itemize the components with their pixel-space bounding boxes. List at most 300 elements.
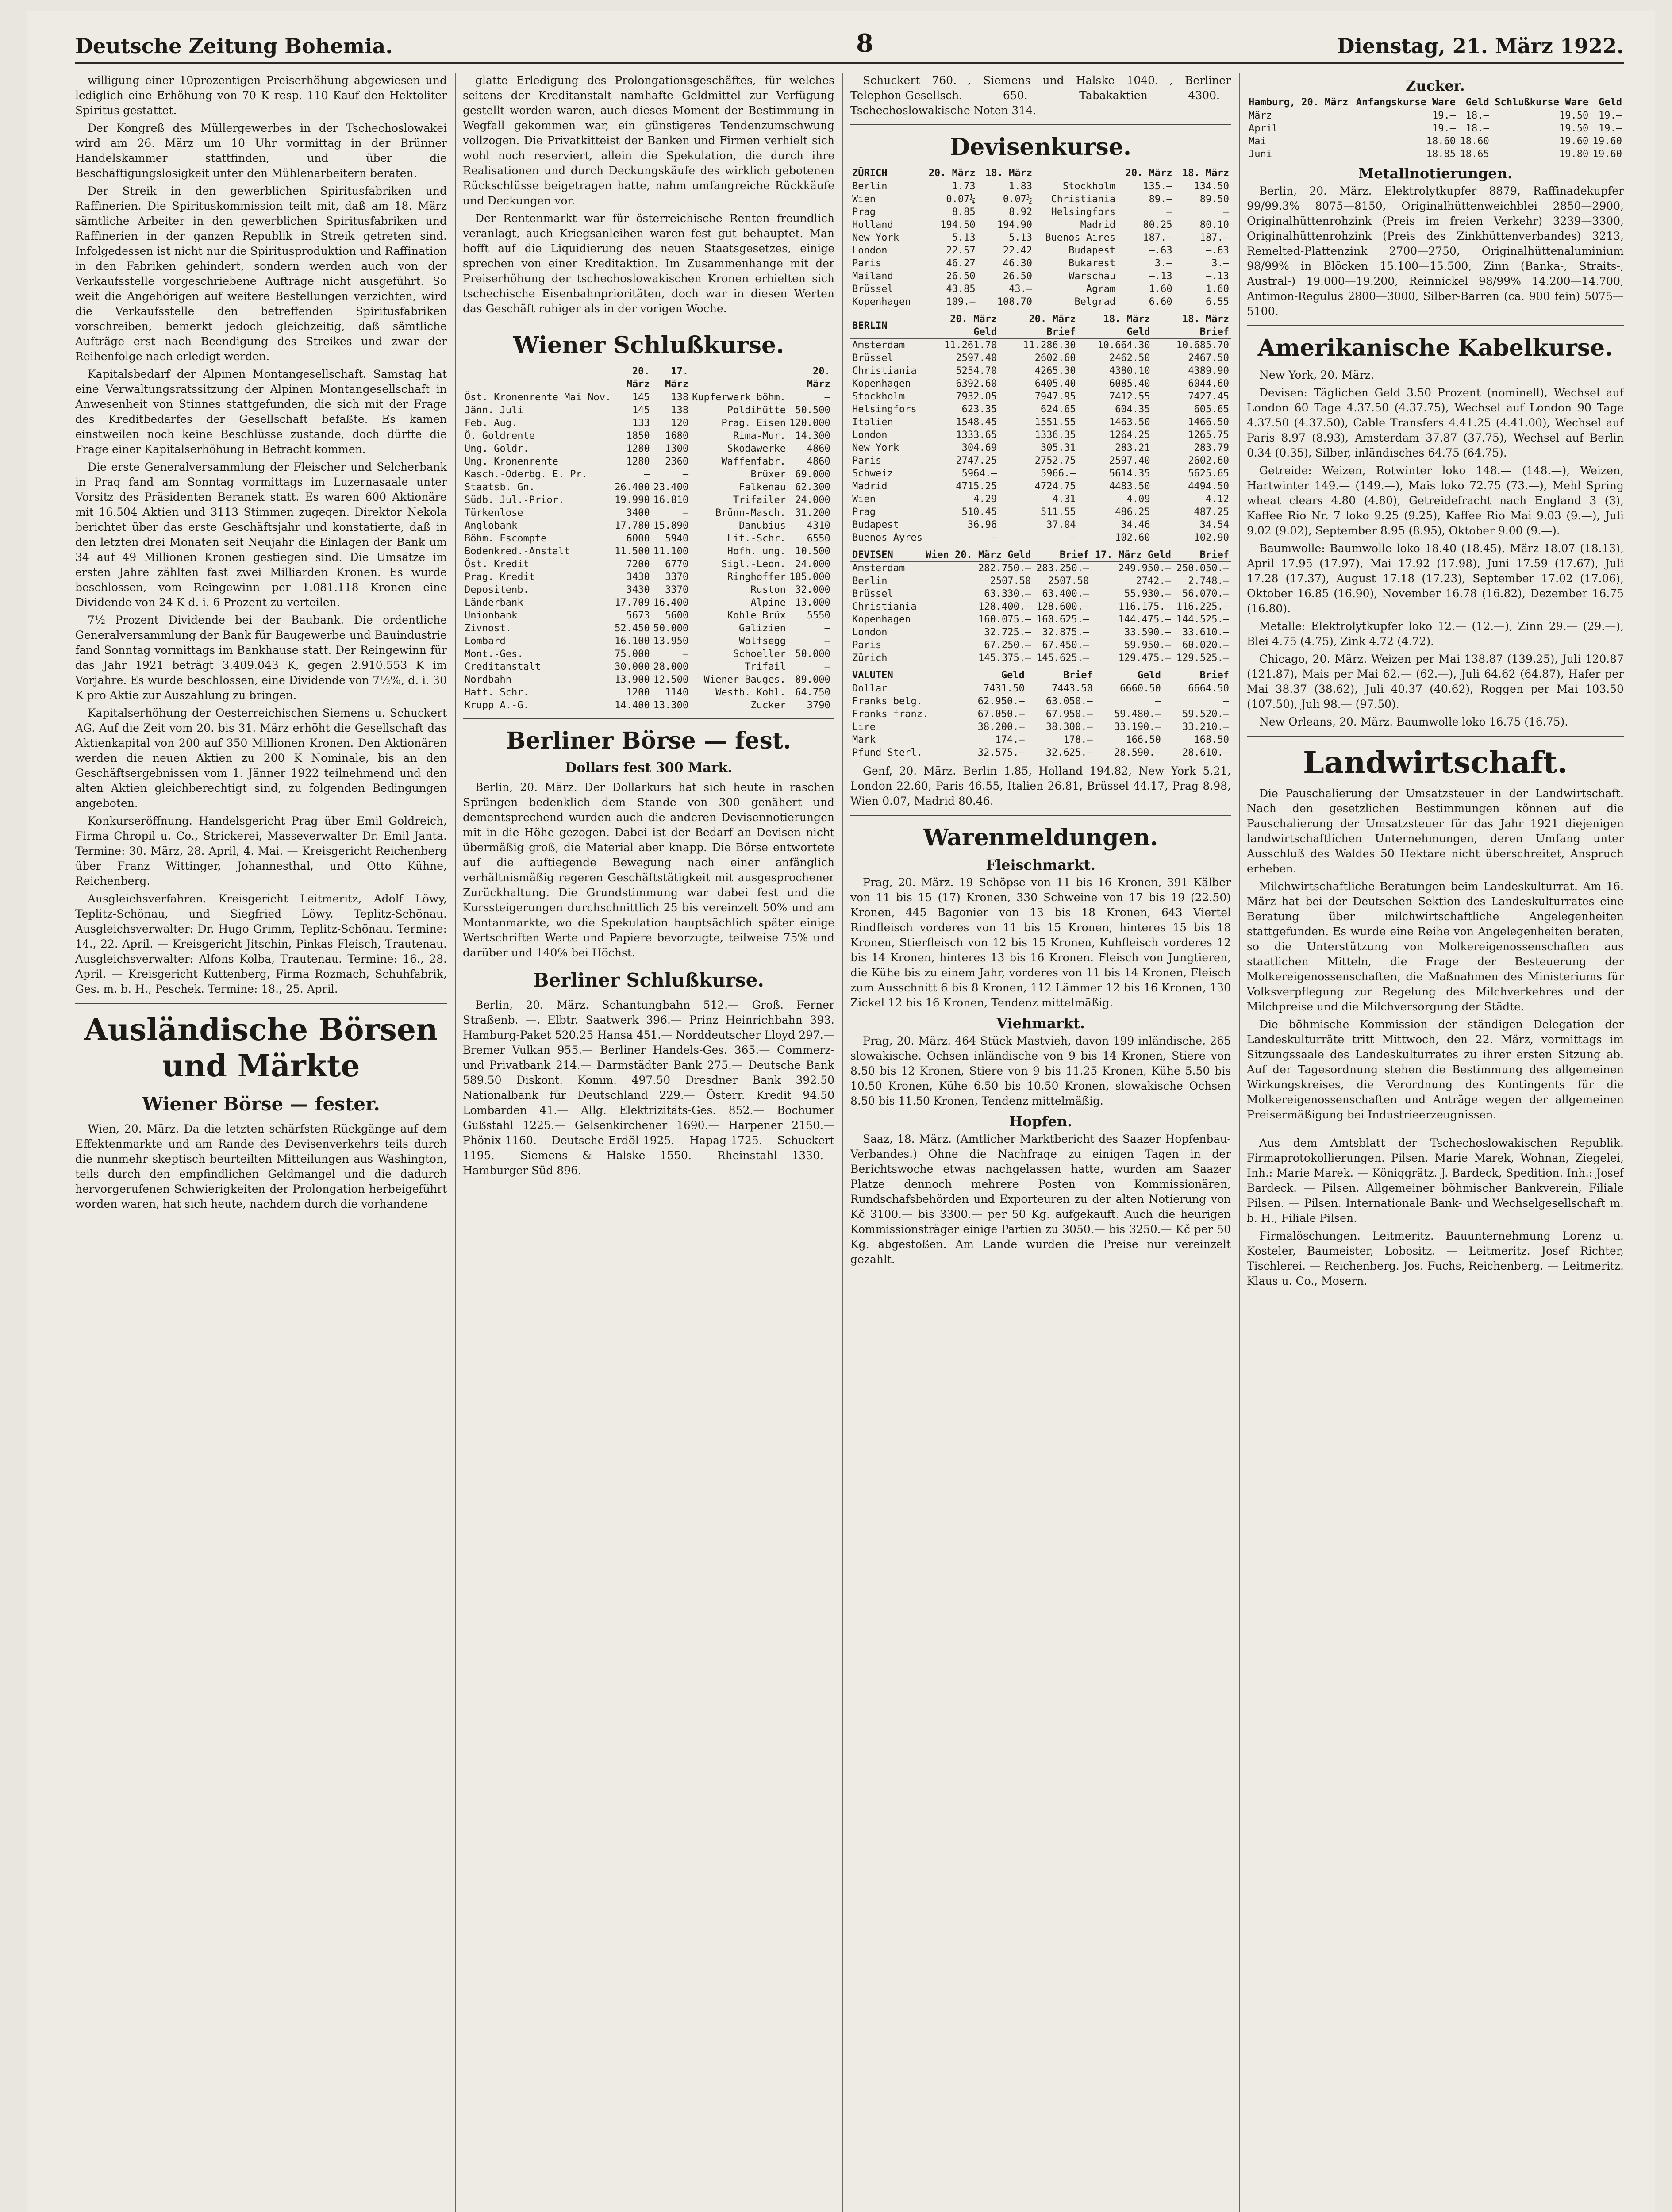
table-cell: Christiania bbox=[1051, 194, 1116, 205]
table-header-cell: VALUTEN bbox=[850, 669, 958, 682]
table-cell: 50.000 bbox=[653, 623, 689, 634]
table-row bbox=[850, 390, 1231, 403]
table-cell: Südb. Jul.-Prior. bbox=[465, 495, 565, 506]
table-cell bbox=[832, 519, 834, 532]
subheading-american-cables: Amerikanische Kabelkurse. bbox=[1257, 334, 1613, 361]
article-vienna-continued: glatte Erledigung des Prolongationsgeschäftes, für welches seitens der Kreditanstalt namhafte Geldmittel zur Verfügung gestellt worden waren, auch dieses Moment der Bestimmung in Wegfall gekommen war, ein günstigeres Tendenzumschwung vollzogen. Die Privatkitteist der Banken und Firmen verhielt sich wohl noch reserviert, allein die Spekulation, die durch ihre Realisationen und durch Deckungskäufe des wirklich gebotenen Rückschlüsse beigetragen hatte, nahm umfangreiche Rückkäufe und Deckungen vor. bbox=[463, 74, 834, 207]
table-cell: 3790 bbox=[807, 700, 830, 711]
table-cell: London bbox=[852, 430, 888, 441]
table-header-cell: 20. März Brief bbox=[999, 313, 1077, 339]
table-cell: Krupp A.-G. bbox=[465, 700, 529, 711]
table-cell: 6085.40 bbox=[1109, 378, 1150, 389]
table-cell: 67.450.— bbox=[1042, 640, 1089, 651]
table-row bbox=[850, 365, 1231, 377]
table-cell: 19.50 bbox=[1559, 123, 1589, 134]
table-cell: Prag. Kredit bbox=[465, 572, 535, 583]
table-row bbox=[850, 613, 1231, 626]
table-cell: 19.— bbox=[1599, 123, 1622, 134]
article-ny-dateline: New York, 20. März. bbox=[1259, 369, 1374, 381]
table-cell: 144.525.— bbox=[1176, 614, 1229, 625]
subheading-vienna-closing: Wiener Schlußkurse. bbox=[513, 332, 784, 359]
table-cell: Wien bbox=[852, 494, 876, 505]
article-millers-congress: Der Kongreß des Müllergewerbes in der Tschechoslowakei wird am 26. März um 10 Uhr vormittag in der Brünner Handelskammer stattfinden, und über die Beschäftigungslosigkeit unter den Mühlenarbeitern beraten. bbox=[75, 122, 447, 180]
table-cell: 6044.60 bbox=[1188, 378, 1229, 389]
table-cell: 4265.30 bbox=[1034, 365, 1076, 376]
table-row bbox=[463, 468, 834, 481]
table-cell: 14.400 bbox=[615, 700, 650, 711]
table-header-cell: 20. März bbox=[788, 365, 832, 391]
table-cell: — bbox=[682, 649, 689, 660]
table-cell: 6550 bbox=[807, 533, 830, 544]
berlin-rates-table bbox=[850, 313, 1231, 544]
table-cell: 63.400.— bbox=[1042, 588, 1089, 599]
table-cell: 13.950 bbox=[653, 636, 689, 647]
table-cell: —.13 bbox=[1206, 271, 1229, 282]
table-cell: Belgrad bbox=[1074, 296, 1116, 307]
table-header-cell: Brief bbox=[1033, 549, 1091, 562]
table-cell: 43.— bbox=[1009, 284, 1033, 295]
table-cell: 187.— bbox=[1143, 232, 1172, 243]
table-cell: 1336.35 bbox=[1034, 430, 1076, 441]
table-row bbox=[850, 708, 1231, 721]
table-cell: 7932.05 bbox=[956, 391, 997, 402]
table-cell: — bbox=[1155, 696, 1161, 707]
table-cell: 2597.40 bbox=[956, 353, 997, 364]
table-cell: 43.85 bbox=[946, 284, 976, 295]
table-row bbox=[463, 545, 834, 558]
table-cell: Pfund Sterl. bbox=[852, 747, 922, 758]
table-cell: 11.100 bbox=[653, 546, 689, 557]
table-cell: 5966.— bbox=[1040, 468, 1076, 479]
table-cell: 19.— bbox=[1432, 110, 1456, 121]
table-header-cell: Brief bbox=[1173, 549, 1231, 562]
subheading-sugar: Zucker. bbox=[1406, 77, 1465, 94]
table-cell: 250.050.— bbox=[1176, 563, 1229, 574]
table-header-cell: 18. März bbox=[977, 167, 1034, 180]
table-cell: Kasch.-Oderbg. E. Pr. bbox=[465, 469, 588, 480]
table-cell: Helsingfors bbox=[852, 404, 917, 415]
table-cell: 138 bbox=[671, 405, 689, 416]
table-cell: 19.60 bbox=[1592, 149, 1622, 160]
table-row bbox=[850, 339, 1231, 352]
table-row bbox=[463, 699, 834, 712]
table-cell: 5940 bbox=[665, 533, 689, 544]
table-cell: 60.020.— bbox=[1182, 640, 1229, 651]
table-cell: 2467.50 bbox=[1188, 353, 1229, 364]
table-header-cell: 20. März bbox=[1117, 167, 1174, 180]
sugar-table bbox=[1247, 96, 1624, 161]
table-cell: Bodenkred.-Anstalt bbox=[465, 546, 570, 557]
table-row bbox=[850, 416, 1231, 429]
table-cell: 37.04 bbox=[1046, 519, 1076, 530]
table-cell: 17.709 bbox=[615, 597, 650, 608]
table-cell: 23.400 bbox=[653, 482, 689, 493]
table-cell: 1.73 bbox=[952, 181, 976, 192]
table-cell: 5673 bbox=[626, 610, 650, 621]
article-new-orleans: New Orleans, 20. März. Baumwolle loko 16.75 (16.75). bbox=[1259, 715, 1568, 728]
table-header-cell: Geld bbox=[1095, 669, 1163, 682]
page-number: 8 bbox=[856, 29, 873, 58]
table-cell: — bbox=[824, 661, 830, 672]
column-1 bbox=[75, 73, 447, 2212]
table-row bbox=[463, 519, 834, 532]
table-row bbox=[850, 506, 1231, 518]
table-cell: Öst. Kredit bbox=[465, 559, 529, 570]
table-cell: 305.31 bbox=[1040, 442, 1076, 453]
table-cell: 624.65 bbox=[1040, 404, 1076, 415]
table-cell: 3370 bbox=[665, 572, 689, 583]
subheading-metals: Metallnotierungen. bbox=[1358, 165, 1513, 182]
table-cell: 145 bbox=[632, 405, 650, 416]
table-cell: April bbox=[1249, 123, 1278, 134]
table-cell: 5550 bbox=[807, 610, 830, 621]
table-cell: 32.575.— bbox=[977, 747, 1025, 758]
table-cell: Depositenb. bbox=[465, 584, 529, 595]
column-4 bbox=[1247, 73, 1624, 2212]
table-cell: — bbox=[1070, 532, 1076, 543]
vienna-closing-table bbox=[463, 365, 834, 712]
table-cell: London bbox=[852, 245, 888, 256]
table-row bbox=[463, 635, 834, 648]
table-cell: 26.50 bbox=[1003, 271, 1033, 282]
table-cell: 19.50 bbox=[1559, 110, 1589, 121]
table-cell bbox=[832, 699, 834, 712]
table-cell: Feb. Aug. bbox=[465, 418, 518, 429]
table-cell: Hatt. Schr. bbox=[465, 687, 529, 698]
table-cell: Zucker bbox=[750, 700, 786, 711]
article-dairy-meeting: Milchwirtschaftliche Beratungen beim Landeskulturrat. Am 16. März hat bei der Deutschen Sektion des Landeskulturrates eine Beratung über milchwirtschaftliche Angelegenheiten stattgefunden. Es wurde eine Reihe von Angelegenheiten beraten, so die Unterstützung von Molkereigenossenschaften aus staatlichen Mitteln, die Frage der Besteuerung der Molkereigenossenschaften, die Maßnahmen des Ministeriums für Volksverpflegung zur Regelung des Milchverkehres und der Milchpreise und die Milchversorgung der Städte. bbox=[1247, 880, 1624, 1013]
table-cell: Öst. Kronenrente Mai Nov. bbox=[465, 392, 611, 403]
table-row bbox=[850, 193, 1231, 206]
table-row bbox=[850, 283, 1231, 296]
table-header-cell: Schlußkurse Ware bbox=[1491, 96, 1590, 109]
article-ny-cotton: Baumwolle: Baumwolle loko 18.40 (18.45), März 18.07 (18.13), April 17.95 (17.97), Mai 17.92 (17.98), Juni 17.59 (17.67), Juli 17.28 (17.37), August 17.18 (17.23), September 17.02 (17.06), Oktober 16.85 (16.90), November 16.78 (16.82), Dezember 16.75 (16.80). bbox=[1247, 542, 1624, 615]
table-cell: Amsterdam bbox=[852, 563, 905, 574]
table-cell: 19.80 bbox=[1559, 149, 1589, 160]
table-cell: Bukarest bbox=[1069, 258, 1116, 269]
table-cell bbox=[832, 686, 834, 699]
table-cell: Ruston bbox=[750, 584, 786, 595]
table-cell: 80.25 bbox=[1143, 219, 1172, 230]
table-row bbox=[850, 180, 1231, 193]
table-cell: 1280 bbox=[626, 443, 650, 454]
table-cell: 4724.75 bbox=[1034, 481, 1076, 492]
subheading-berlin-closing: Berliner Schlußkurse. bbox=[533, 969, 764, 991]
table-cell: 129.475.— bbox=[1118, 653, 1171, 664]
table-cell: 4.12 bbox=[1206, 494, 1229, 505]
table-cell: 10.685.70 bbox=[1176, 340, 1229, 351]
table-cell: 282.750.— bbox=[978, 563, 1031, 574]
article-rentenmarkt: Der Rentenmarkt war für österreichische Renten freundlich veranlagt, auch Kriegsanleihen waren fest gut behauptet. Man hofft auf die Liquidierung des neuen Staatsgesetzes, einige sprechen von einer Kreditaktion. Im Zusammenhange mit der Preiserhöhung der tschechoslowakischen Kronen erhielten sich tschechische Eisenbahnprioritäten, doch war in diesen Werten das Geschäft ruhiger als in der vorigen Woche. bbox=[463, 212, 834, 315]
table-cell: 4860 bbox=[807, 456, 830, 467]
table-cell: 1466.50 bbox=[1188, 417, 1229, 428]
table-cell: Brüssel bbox=[852, 284, 893, 295]
table-cell: Stockholm bbox=[1062, 181, 1116, 192]
table-row bbox=[850, 575, 1231, 588]
table-cell: Brüssel bbox=[852, 353, 893, 364]
table-header-cell: 18. März bbox=[1174, 167, 1231, 180]
table-cell: Prag bbox=[852, 507, 876, 518]
table-cell: Kupferwerk böhm. bbox=[692, 392, 786, 403]
article-ny-metals: Metalle: Elektrolytkupfer loko 12.— (12.—), Zinn 29.— (29.—), Blei 4.75 (4.75), Zink 4.72 (4.72). bbox=[1247, 620, 1624, 648]
table-cell: 24.000 bbox=[795, 495, 830, 506]
table-cell: 2462.50 bbox=[1109, 353, 1150, 364]
table-cell: 18.— bbox=[1465, 123, 1489, 134]
table-cell: 10.664.30 bbox=[1097, 340, 1150, 351]
table-cell: — bbox=[824, 623, 830, 634]
table-cell: 17.780 bbox=[615, 520, 650, 531]
table-cell: 4483.50 bbox=[1109, 481, 1150, 492]
table-row bbox=[850, 652, 1231, 664]
table-cell: 38.200.— bbox=[977, 722, 1025, 733]
table-cell: 63.050.— bbox=[1045, 696, 1093, 707]
table-cell bbox=[832, 494, 834, 507]
table-cell: 5600 bbox=[665, 610, 689, 621]
table-cell: 5.13 bbox=[952, 232, 976, 243]
table-cell: 22.57 bbox=[946, 245, 976, 256]
table-cell: 7427.45 bbox=[1188, 391, 1229, 402]
table-cell: Staatsb. Gn. bbox=[465, 482, 535, 493]
table-row bbox=[1247, 109, 1624, 123]
table-cell: — bbox=[644, 469, 650, 480]
table-cell: Juni bbox=[1249, 149, 1272, 160]
article-ny-grain: Getreide: Weizen, Rotwinter loko 148.— (148.—), Weizen, Hartwinter 149.— (149.—), Mais loko 72.75 (73.—), Mehl Spring wheat clears 4.80 (4.80), Getreidefracht nach England 3 (3), Kaffee Rio Nr. 7 loko 9.25 (9.25), Kaffee Rio Mai 9.03 (9.—), Juli 9.02 (9.02), September 8.95 (8.95), Oktober 9.00 (9.—). bbox=[1247, 464, 1624, 537]
table-cell: 18.60 bbox=[1426, 136, 1456, 147]
table-cell: Türkenlose bbox=[465, 507, 523, 518]
table-cell: Lit.-Schr. bbox=[727, 533, 786, 544]
article-settlement: Ausgleichsverfahren. Kreisgericht Leitmeritz, Adolf Löwy, Teplitz-Schönau, und Siegfried Löwy, Teplitz-Schönau. Ausgleichsverwalter: Dr. Hugo Grimm, Teplitz-Schönau. Termine: 14., 22. April. — Kreisgericht Jitschin, Pinkas Fleisch, Trautenau. Ausgleichsverwalter: Alfons Kolba, Trautenau. Termine: 16., 28. April. — Kreisgericht Kuttenberg, Firma Rozmach, Schuhfabrik, Ges. m. b. H., Peschek. Termine: 18., 25. April. bbox=[75, 892, 447, 995]
table-cell: 4310 bbox=[807, 520, 830, 531]
table-cell: Paris bbox=[852, 640, 882, 651]
table-cell bbox=[832, 584, 834, 596]
table-cell: 63.330.— bbox=[984, 588, 1031, 599]
article-berlin-tail: Schuckert 760.—, Siemens und Halske 1040.—, Berliner Telephon-Gesellsch. 650.— Tabakaktien 4300.— Tschechoslowakische Noten 314.— bbox=[850, 74, 1231, 117]
table-header-cell: Geld bbox=[1457, 96, 1491, 109]
table-cell: 1850 bbox=[626, 430, 650, 442]
table-cell: 10.500 bbox=[795, 546, 830, 557]
table-cell: 166.50 bbox=[1126, 734, 1161, 745]
table-cell: Mailand bbox=[852, 271, 893, 282]
table-cell: 50.000 bbox=[795, 649, 830, 660]
table-header-cell: DEVISEN bbox=[850, 549, 920, 562]
table-cell: 1140 bbox=[665, 687, 689, 698]
table-cell: 11.261.70 bbox=[944, 340, 997, 351]
table-cell: 26.400 bbox=[615, 482, 650, 493]
table-cell: 1265.75 bbox=[1188, 430, 1229, 441]
table-cell: 4380.10 bbox=[1109, 365, 1150, 376]
table-cell: 7431.50 bbox=[983, 683, 1025, 694]
table-cell: 62.300 bbox=[795, 482, 830, 493]
table-row bbox=[463, 455, 834, 468]
table-cell: 36.96 bbox=[967, 519, 997, 530]
table-cell: London bbox=[852, 627, 888, 638]
table-cell: — bbox=[682, 507, 689, 518]
table-row bbox=[850, 480, 1231, 493]
table-cell: — bbox=[824, 392, 830, 403]
column-rule bbox=[842, 73, 843, 2212]
table-row bbox=[463, 430, 834, 442]
newspaper-page bbox=[27, 11, 1655, 2212]
table-row bbox=[850, 639, 1231, 652]
table-cell: 59.480.— bbox=[1114, 709, 1161, 720]
table-row bbox=[463, 661, 834, 673]
table-cell: 16.100 bbox=[615, 636, 650, 647]
table-cell: New York bbox=[852, 232, 899, 243]
table-cell: 5964.— bbox=[961, 468, 997, 479]
table-cell: 1.60 bbox=[1206, 284, 1229, 295]
table-cell: 187.— bbox=[1199, 232, 1229, 243]
table-cell: 33.590.— bbox=[1124, 627, 1171, 638]
table-cell: 3370 bbox=[665, 584, 689, 595]
table-cell: 55.930.— bbox=[1124, 588, 1171, 599]
table-cell: 178.— bbox=[1063, 734, 1093, 745]
table-cell: 1680 bbox=[665, 430, 689, 442]
table-row bbox=[463, 558, 834, 571]
table-row bbox=[850, 270, 1231, 283]
table-cell: 6405.40 bbox=[1034, 378, 1076, 389]
table-cell: Budapest bbox=[1069, 245, 1116, 256]
table-cell: 14.300 bbox=[795, 430, 830, 442]
table-cell: 7443.50 bbox=[1052, 683, 1093, 694]
table-cell: 283.21 bbox=[1115, 442, 1150, 453]
table-header-cell: Geld bbox=[958, 669, 1026, 682]
article-cattle-market: Prag, 20. März. 464 Stück Mastvieh, davon 199 inländische, 265 slowakische. Ochsen inländische von 9 bis 14 Kronen, Stiere von 8.50 bis 12 Kronen, Stiere von 9 bis 11.25 Kronen, Kühe 5.50 bis 10.50 Kronen, Kühe 6.50 bis 10.50 Kronen, slowakische Ochsen 8.50 bis 11.50 Kronen, Tendenz mittelmäßig. bbox=[850, 1034, 1231, 1107]
article-butchers-bank: Die erste Generalversammlung der Fleischer und Selcherbank in Prag fand am Sonntag vormittags im Luzernasaale unter Vorsitz des Präsidenten Beranek statt. Es waren 600 Aktionäre mit 16.504 Aktien und 3113 Stimmen zugegen. Direktor Nekola berichtet über das erste Geschäftsjahr und konstatierte, daß in den letzten drei Monaten seit Neujahr die Einlagen der Bank um 34 auf 49 Millionen Kronen gestiegen sind. Die Umsätze im ersten Jahre zählten fast zwei Milliarden Kronen. Es wurde beschlossen, vom Reingewinn per 1.081.118 Kronen eine Dividende von 24 K d. i. 6 Prozent zu verteilen. bbox=[75, 461, 447, 609]
table-row bbox=[850, 695, 1231, 708]
table-cell: 56.070.— bbox=[1182, 588, 1229, 599]
article-hops: Saaz, 18. März. (Amtlicher Marktbericht des Saazer Hopfenbau-Verbandes.) Ohne die Nachfrage zu einigen Tagen in der Berichtswoche etwas nachgelassen hatte, wurden am Saazer Platze dennoch mehrere Posten von Kommissionären, Rundschafsbehörden und Exporteuren zu der alten Notierung von Kč 3100.— bis 3300.— per 50 Kg. aufgekauft. Auch die heurigen Kommissionsträger einige Partien zu 3050.— bis 3250.— Kč per 50 Kg. abgestoßen. Am Lande wurden die Preise nur vereinzelt gezahlt. bbox=[850, 1133, 1231, 1266]
table-cell: 135.— bbox=[1143, 181, 1172, 192]
table-row bbox=[850, 626, 1231, 639]
table-header-cell: Geld bbox=[1590, 96, 1624, 109]
table-cell: 2742.— bbox=[1136, 576, 1171, 587]
table-cell bbox=[832, 404, 834, 417]
divider bbox=[75, 1003, 447, 1004]
table-header-cell: 18. März Brief bbox=[1152, 313, 1231, 339]
table-cell: 12.500 bbox=[653, 674, 689, 685]
table-cell: 50.500 bbox=[795, 405, 830, 416]
table-cell: Wolfsegg bbox=[739, 636, 786, 647]
table-header-cell bbox=[832, 365, 834, 391]
table-row bbox=[463, 404, 834, 417]
article-ny-devisen: Devisen: Täglichen Geld 3.50 Prozent (nominell), Wechsel auf London 60 Tage 4.37.50 (4.37.75), Wechsel auf London 90 Tage 4.37.50 (4.37.50), Cable Transfers 4.41.25 (4.41.00), Wechsel auf Paris 8.97 (8.93), Amsterdam 37.87 (37.75), Wechsel auf Berlin 0.34 (0.35), Silber, inländisches 64.75 (64.75). bbox=[1247, 386, 1624, 459]
table-header-cell: Brief bbox=[1026, 669, 1095, 682]
table-cell: 128.400.— bbox=[978, 601, 1031, 612]
table-cell: — bbox=[682, 469, 689, 480]
table-cell: Trifail bbox=[745, 661, 786, 672]
table-cell: 28.590.— bbox=[1114, 747, 1161, 758]
table-cell: 1.60 bbox=[1149, 284, 1172, 295]
table-cell bbox=[832, 468, 834, 481]
table-cell: Sigl.-Leon. bbox=[721, 559, 786, 570]
table-cell: 511.55 bbox=[1040, 507, 1076, 518]
article-baubank-dividend: 7½ Prozent Dividende bei der Baubank. Die ordentliche Generalversammlung der Bank für Baugewerbe und Bauindustrie fand Sonntag vormittags im Bankhause statt. Der Reingewinn für das Jahr 1921 beträgt 3.409.043 K, gegen 2.910.553 K im Vorjahre. Es wurde beschlossen, eine Dividende von 7½%, d. i. 30 K pro Aktie zur Auszahlung zu bringen. bbox=[75, 614, 447, 702]
table-cell: 24.000 bbox=[795, 559, 830, 570]
table-cell: 1551.55 bbox=[1034, 417, 1076, 428]
table-cell: Westb. Kohl. bbox=[715, 687, 786, 698]
table-cell bbox=[832, 545, 834, 558]
table-cell: 3.— bbox=[1154, 258, 1172, 269]
table-cell bbox=[832, 622, 834, 635]
table-cell: Mont.-Ges. bbox=[465, 649, 523, 660]
table-cell: 4494.50 bbox=[1188, 481, 1229, 492]
table-cell: 13.000 bbox=[795, 597, 830, 608]
table-cell: 64.750 bbox=[795, 687, 830, 698]
table-header-cell bbox=[1034, 167, 1117, 180]
table-cell: 7947.95 bbox=[1034, 391, 1076, 402]
subheading-commodity-reports: Warenmeldungen. bbox=[923, 824, 1158, 851]
subheading-hops: Hopfen. bbox=[1009, 1113, 1072, 1130]
table-cell: 2602.60 bbox=[1034, 353, 1076, 364]
table-cell: 120.000 bbox=[789, 418, 830, 429]
table-cell bbox=[832, 417, 834, 430]
table-cell: Alpine bbox=[750, 597, 786, 608]
table-cell: 134.50 bbox=[1194, 181, 1229, 192]
table-cell: 0.07½ bbox=[1003, 194, 1033, 205]
table-cell: Budapest bbox=[852, 519, 899, 530]
table-cell: 13.300 bbox=[653, 700, 689, 711]
table-cell: 5.13 bbox=[1009, 232, 1033, 243]
table-cell: 75.000 bbox=[615, 649, 650, 660]
table-row bbox=[463, 391, 834, 404]
valuten-table bbox=[850, 669, 1231, 759]
table-header-cell: 17. März bbox=[652, 365, 690, 391]
article-siemens-capital: Kapitalserhöhung der Oesterreichischen Siemens u. Schuckert AG. Auf die Zeit vom 20. bis 31. März erhöht die Gesellschaft das Aktienkapital von 200 auf 350 Millionen Kronen. Den Aktionären werden die neuen Aktien zu 200 K Nominale, bis an den Geschäftsergebnissen vom 1. Jänner 1922 teilnehmend und den alten Aktien gleichberechtigt sind, zu folgenden Bedingungen angeboten. bbox=[75, 707, 447, 810]
table-cell: 4.31 bbox=[1052, 494, 1076, 505]
article-chicago: Chicago, 20. März. Weizen per Mai 138.87 (139.25), Juli 120.87 (121.87), Mais per Mai 62.— (62.—), Juli 64.62 (64.87), Hafer per Mai 38.37 (38.62), Juli 40.37 (40.62), Roggen per Mai 103.50 (107.50), Juli 98.— (97.50). bbox=[1247, 653, 1624, 710]
table-cell: Helsingfors bbox=[1051, 207, 1116, 218]
table-row bbox=[850, 231, 1231, 244]
table-cell: Italien bbox=[852, 417, 893, 428]
table-cell: Christiania bbox=[852, 365, 917, 376]
table-cell: Kohle Brüx bbox=[727, 610, 786, 621]
table-cell: 33.610.— bbox=[1182, 627, 1229, 638]
table-cell: 34.46 bbox=[1121, 519, 1150, 530]
article-firm-deletions: Firmalöschungen. Leitmeritz. Bauunternehmung Lorenz u. Kosteler, Baumeister, Lobositz. — Leitmeritz. Josef Richter, Tischlerei. — Reichenberg. Jos. Fuchs, Reichenberg. — Leitmeritz. Klaus u. Co., Mosern. bbox=[1247, 1229, 1624, 1287]
table-cell: 46.30 bbox=[1003, 258, 1033, 269]
table-cell: 26.50 bbox=[946, 271, 976, 282]
table-row bbox=[463, 507, 834, 519]
table-cell: —.13 bbox=[1149, 271, 1172, 282]
table-cell: 7412.55 bbox=[1109, 391, 1150, 402]
divider bbox=[463, 718, 834, 719]
table-cell: 89.000 bbox=[795, 674, 830, 685]
table-cell: Brüssel bbox=[852, 588, 893, 599]
table-cell: Hofh. ung. bbox=[727, 546, 786, 557]
table-cell: 185.000 bbox=[789, 572, 830, 583]
table-cell: 6000 bbox=[626, 533, 650, 544]
table-cell bbox=[832, 430, 834, 442]
table-cell: 4715.25 bbox=[956, 481, 997, 492]
table-cell: 1463.50 bbox=[1109, 417, 1150, 428]
table-cell: 46.27 bbox=[946, 258, 976, 269]
table-cell: Holland bbox=[852, 219, 893, 230]
table-cell: Skodawerke bbox=[727, 443, 786, 454]
table-cell: Wien bbox=[852, 194, 876, 205]
table-cell bbox=[832, 442, 834, 455]
article-berlin-report: Berlin, 20. März. Der Dollarkurs hat sich heute in raschen Sprüngen bedenklich dem Stande von 300 genähert und dementsprechend wurden auch die anderen Devisennotierungen mit in die Höhe gezogen. Dabei ist der Bedarf an Devisen nicht übermäßig groß, die Material aber knapp. Die Börse entwortete auf die auftiegende Bewegung nach einer anfänglich verhältnismäßig regeren Geschäftstätigkeit mit ausgesprochener Zurückhaltung. Die Grundstimmung war dabei fest und die Kurssteigerungen durchschnittlich 25 bis vereinzelt 50% und am Montanmarkte, wo die Spekulation hauptsächlich später einige Wertschriften Werte und Papiere bevorzugte, teilweise 75% und darüber und 140% bei Höchst. bbox=[463, 781, 834, 959]
table-cell: 2360 bbox=[665, 456, 689, 467]
table-cell: 89.50 bbox=[1199, 194, 1229, 205]
vienna-devisen-table bbox=[850, 549, 1231, 664]
table-cell: 16.810 bbox=[653, 495, 689, 506]
table-cell: Zivnost. bbox=[465, 623, 511, 634]
table-cell: Unionbank bbox=[465, 610, 518, 621]
table-row bbox=[850, 531, 1231, 544]
table-header-cell: 20. März Geld bbox=[924, 313, 999, 339]
table-header-cell bbox=[690, 365, 788, 391]
article-metals: Berlin, 20. März. Elektrolytkupfer 8879, Raffinadekupfer 99/99.3% 8075—8150, Originalhüttenweichblei 2850—2900, Originalhüttenrohzink (Preis im freien Verkehr) 3239—3300, Originalhüttenrohzink (Preis des Zinkhüttenverbandes) 3213, Remelted-Plattenzink 2700—2750, Originalhüttenaluminium 98/99% in Blöcken 15.100—15.500, Zinn (Banka-, Straits-, Austral-) 19.000—19.200, Reinnickel 98/99% 14.200—14.700, Antimon-Regulus 2800—3000, Silber-Barren (ca. 900 fein) 5075—5100. bbox=[1247, 184, 1624, 318]
